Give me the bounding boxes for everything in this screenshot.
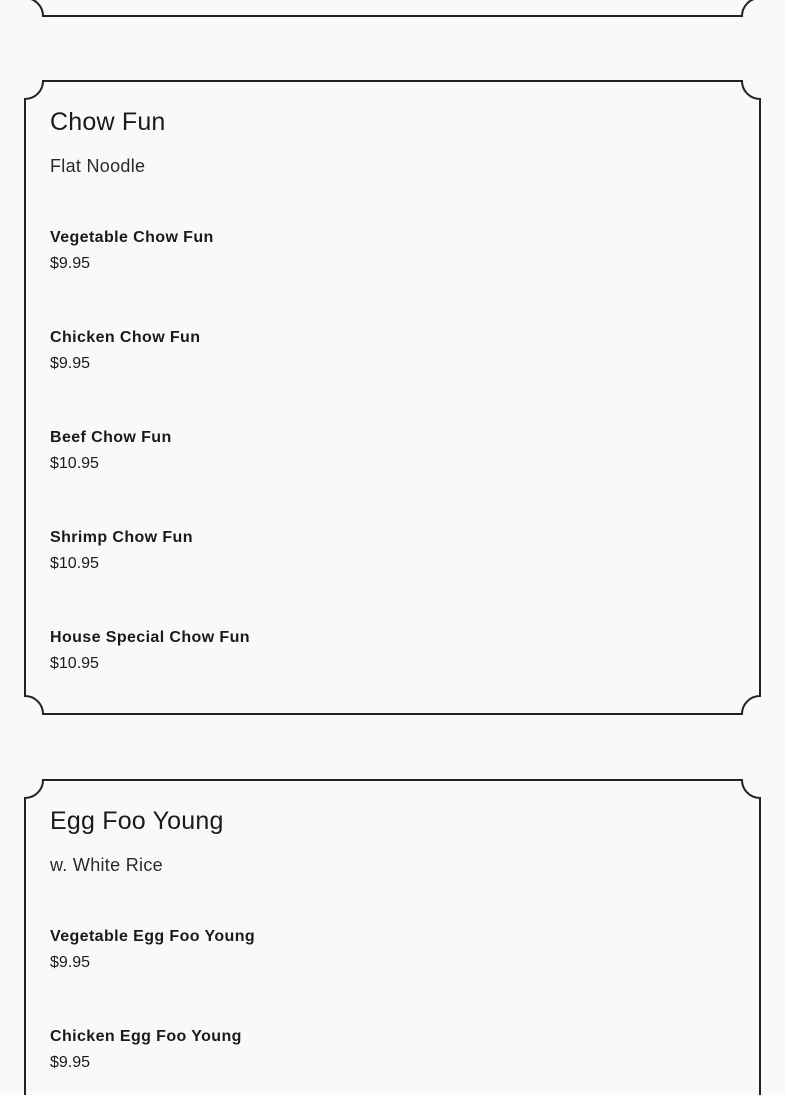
menu-item[interactable] [50,428,450,474]
section-title: Egg Foo Young [50,807,224,835]
menu-item-price: $10.95 [50,655,99,672]
menu-item-price: $9.95 [50,954,91,971]
menu-item[interactable] [50,927,450,973]
menu-item[interactable] [50,328,450,374]
menu-item-name: Vegetable Chow Fun [50,229,214,246]
previous-card-border [24,0,761,16]
section-subtitle: Flat Noodle [50,156,146,176]
menu-item-name: Beef Chow Fun [50,429,172,446]
menu-item[interactable] [50,528,450,574]
menu-item-price: $9.95 [50,1054,91,1071]
menu-item[interactable] [50,228,450,274]
menu-item[interactable] [50,1027,450,1073]
menu-item-name: Chicken Egg Foo Young [50,1028,242,1045]
menu-item-name: Shrimp Chow Fun [50,529,193,546]
previous-menu-card [24,0,761,16]
menu-card-egg-foo-young [24,779,761,1095]
section-title: Chow Fun [50,108,166,136]
section-subtitle: w. White Rice [50,855,163,875]
menu-item-name: Chicken Chow Fun [50,329,201,346]
menu-item-name: Vegetable Egg Foo Young [50,928,256,945]
menu-item-price: $10.95 [50,455,99,472]
menu-item-price: $9.95 [50,255,91,272]
menu-item-price: $10.95 [50,555,99,572]
menu-card-chow-fun [24,80,761,715]
menu-item-price: $9.95 [50,355,91,372]
menu-item-name: House Special Chow Fun [50,629,250,646]
menu-item[interactable] [50,628,450,674]
